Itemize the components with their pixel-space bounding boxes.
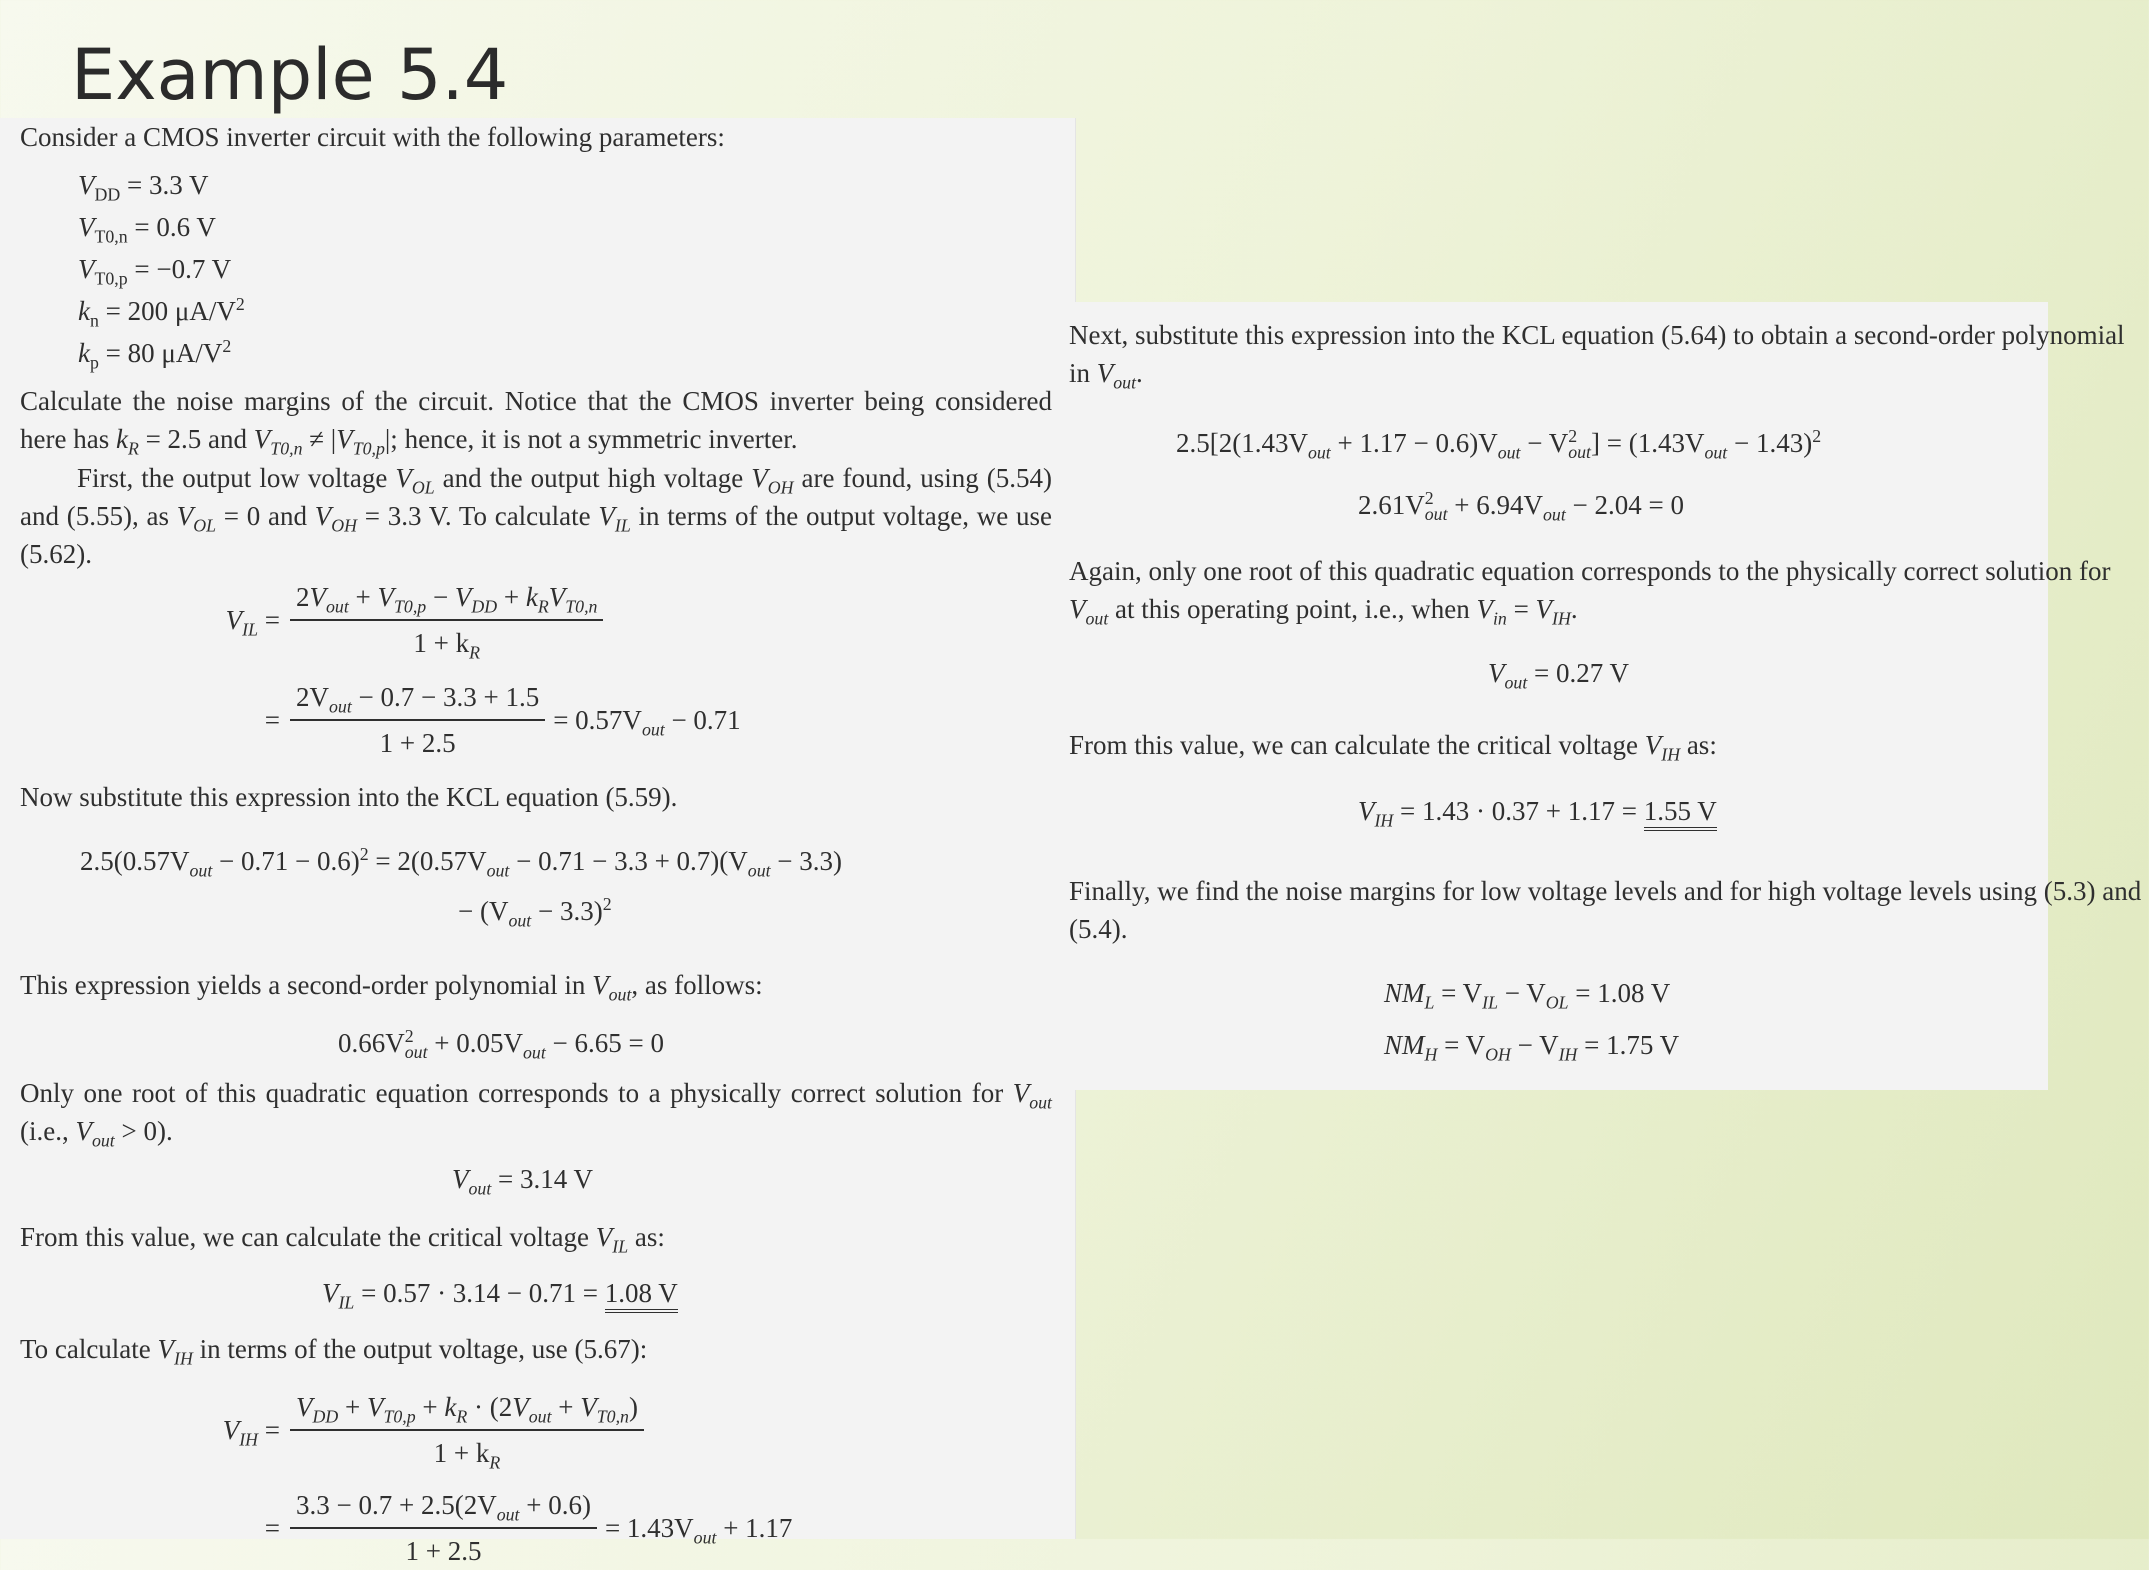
slide-title: Example 5.4 [71,34,509,116]
equation-vil-numeric: = $\frac{2V_{out} - 0.7 - 3.3 + 1.5}{1 + 2.5}$ = $0.57V_{out} - 0.71$ [180,678,741,762]
equation-polynomial: $0.66V^2_{out} + 0.05V_{out} - 6.65 = 0$ [338,1026,664,1063]
paragraph-polynomial: This expression yields a second-order polynomial in $V_{out}$, as follows: [20,970,763,1005]
scanned-page-left [0,118,1075,1566]
paragraph-kcl-substitute: Now substitute this expression into the KCL equation (5.59). [20,782,678,812]
equation-vout-root-vih: $V_{out} = 0.27$ V [1488,658,1630,693]
paragraph-kcl-second-order: Next, substitute this expression into the KCL equation (5.64) to obtain a second-order polynomial in $V_{out}$. [1069,320,2125,393]
equation-kcl-line-2: − $(V_{out} - 3.3)^2$ [458,894,612,931]
equation-nml: $NM_L = V_{IL} - V_{OL} = 1.08$ V [1384,978,1671,1013]
intro-text: Consider a CMOS inverter circuit with the following parameters: [20,122,725,152]
paragraph-root-choice: Only one root of this quadratic equation corresponds to a physically correct solution for $V_{out}$ (i.e., $V_{out} > 0$). [20,1078,1052,1151]
param-vt0p: $V_{T0,p} = -0.7$ V [78,254,232,289]
equation-nmh: $NM_H = V_{OH} - V_{IH} = 1.75$ V [1384,1030,1680,1065]
param-kp: $k_p = 80$ $\mu A/V^2$ [78,336,232,373]
paragraph-output-voltages: First, the output low voltage $V_{OL}$ and the output high voltage $V_{OH}$ are found, using (5.54) and (5.55), as $V_{OL} = 0$ and $V_{OH} = 3.3$ V. To calculate $V_{IL}$ in terms of the output voltage, we use (5.62). [20,463,1052,569]
equation-vih-general: $V_{IH}$ = $\frac{V_{DD} + V_{T0,p} + k_R \cdot (2V_{out} + V_{T0,n})}{1 + k_R}$ [180,1388,644,1472]
equation-vil-result: $V_{IL} = 0.57 \cdot 3.14 - 0.71 = 1.08$ V [322,1278,678,1313]
param-vdd: $V_{DD} = 3.3$ V [78,170,209,205]
paragraph-noise-margin-intro: Calculate the noise margins of the circuit. Notice that the CMOS inverter being considered here has $k_R = 2.5$ and $V_{T0,n} \ne |V_{T0,p}|$; hence, it is not a symmetric inverter. [20,386,1052,459]
parameter-list [78,164,245,374]
equation-vil-general: $V_{IL}$ = $\frac{2V_{out} + V_{T0,p} - V_{DD} + k_RV_{T0,n}}{1 + k_R}$ [180,578,603,662]
vih-result-value: 1.55 V [1644,796,1717,831]
param-kn: $k_n = 200$ $\mu A/V^2$ [78,294,245,331]
paragraph-noise-margins: Finally, we find the noise margins for low voltage levels and for high voltage levels using (5.3) and (5.4). [1069,876,2142,944]
scanned-page-right [1064,302,2142,1090]
paragraph-vih-intro: To calculate $V_{IH}$ in terms of the output voltage, use (5.67): [20,1334,648,1369]
paragraph-critical-vih: From this value, we can calculate the critical voltage $V_{IH}$ as: [1069,730,1717,765]
equation-vih-numeric: = $\frac{3.3 - 0.7 + 2.5(2V_{out} + 0.6)}{1 + 2.5}$ = $1.43V_{out} + 1.17$ [180,1486,792,1570]
equation-vih-result: $V_{IH} = 1.43 \cdot 0.37 + 1.17 = 1.55$ V [1358,796,1717,831]
vil-result-value: 1.08 V [605,1278,678,1313]
equation-vout-root: $V_{out} = 3.14$ V [452,1164,594,1199]
equation-kcl-line-1: $2.5(0.57V_{out} - 0.71 - 0.6)^2 = 2(0.57V_{out} - 0.71 - 3.3 + 0.7)(V_{out} - 3.3)$ [80,844,843,881]
equation-polynomial-vih: $2.61V^2_{out} + 6.94V_{out} - 2.04 = 0$ [1358,488,1684,525]
param-vt0n: $V_{T0,n} = 0.6$ V [78,212,216,247]
paragraph-root-choice-vih: Again, only one root of this quadratic equation corresponds to the physically correct solution for $V_{out}$ at this operating point, i.e., when $V_{in} = V_{IH}$. [1069,556,2111,629]
paragraph-critical-vil: From this value, we can calculate the critical voltage $V_{IL}$ as: [20,1222,665,1257]
equation-kcl-vih: $2.5[2(1.43V_{out} + 1.17 - 0.6)V_{out} - V^2_{out}] = (1.43V_{out} - 1.43)^2$ [1176,426,1822,463]
